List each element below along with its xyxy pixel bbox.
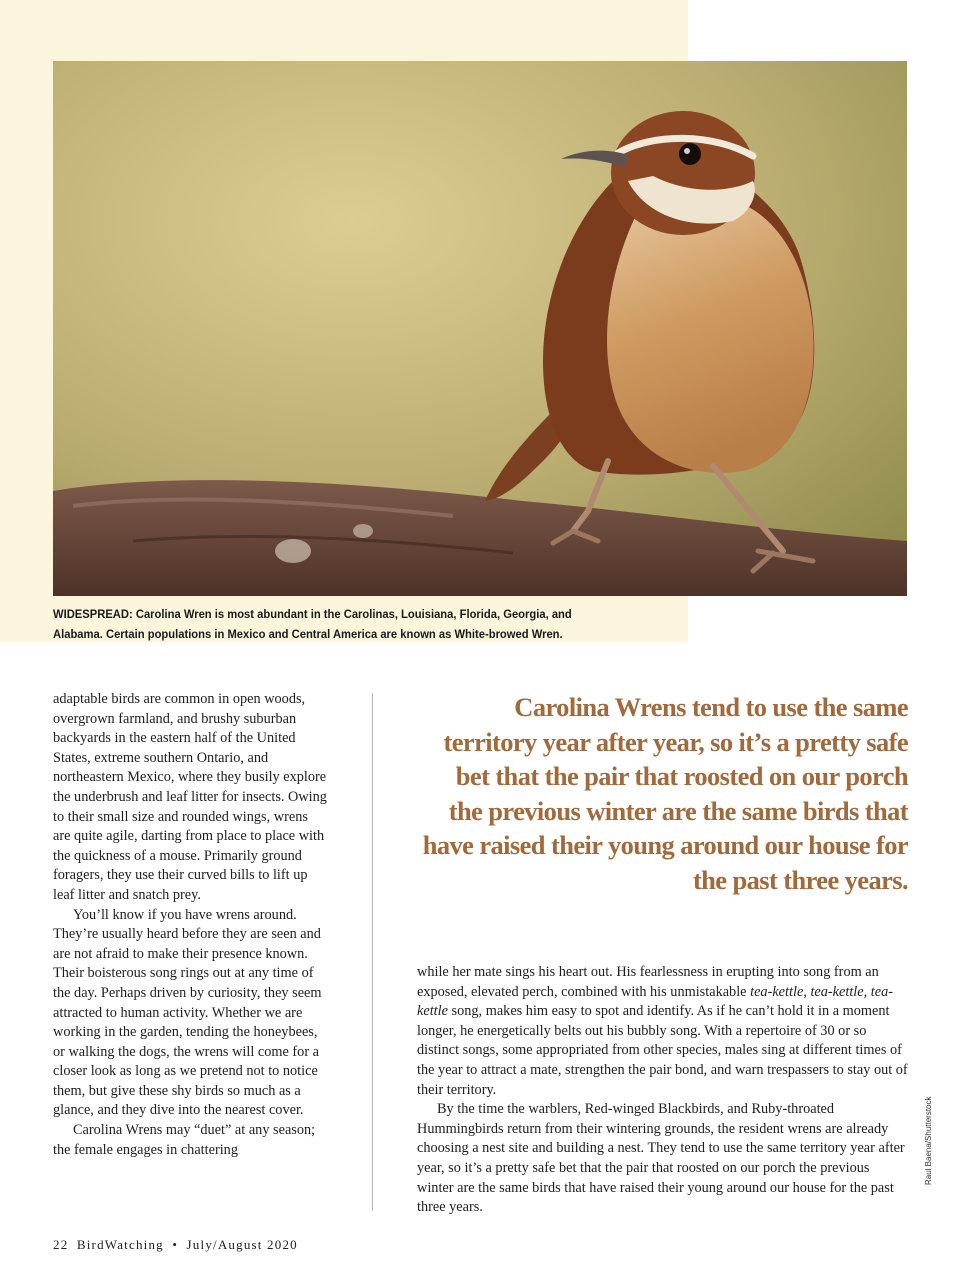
- left-paragraph-1: adaptable birds are common in open woods, overgrown farmland, and brushy suburban backyards in the eastern half of the United States, extreme southern Ontario, and northeastern Mexico, where they busily explore the underbrush and leaf litter for insects. Owing to their small size and rounded wings, wrens are quite agile, darting from place to place with the quickness of a mouse. Primarily ground foragers, they use their curved bills to lift up leaf litter and snatch prey.: [53, 691, 327, 903]
- photo-caption: [53, 604, 605, 644]
- left-text-column: [53, 690, 327, 1160]
- right-paragraph-1: [417, 963, 909, 1100]
- page-folio: [53, 1237, 302, 1253]
- wren-photo: [53, 61, 907, 596]
- page-number: 22: [53, 1237, 69, 1252]
- right-text-column: [417, 963, 909, 1218]
- caption-label: WIDESPREAD:: [53, 607, 133, 621]
- wren-eye: [679, 143, 701, 165]
- magazine-name: BirdWatching: [76, 1237, 164, 1252]
- right-p1-a: while her mate sings his heart out. His fearlessness in erupting into song from an exposed, elevated perch, combined with his unmistakable: [417, 964, 879, 1000]
- photo-credit: Raul Baena/Shutterstock: [924, 1096, 933, 1185]
- right-paragraph-2: By the time the warblers, Red-winged Blackbirds, and Ruby-throated Hummingbirds return from their wintering grounds, the resident wrens are already choosing a nest site and building a nest. They tend to use the same territory year after year, so it’s a pretty safe bet that the pair that roosted on our porch the previous winter are the same birds that have raised their young around our house for the past three years.: [417, 1101, 905, 1216]
- wren-illustration: [53, 61, 907, 596]
- caption-text: Carolina Wren is most abundant in the Carolinas, Louisiana, Florida, Georgia, and Alabama. Certain populations in Mexico and Central America are known as White-browed Wren.: [53, 607, 572, 641]
- left-paragraph-3: Carolina Wrens may “duet” at any season; the female engages in chattering: [53, 1122, 316, 1158]
- pull-quote: Carolina Wrens tend to use the same territory year after year, so it’s a pretty safe bet that the pair that roosted on our porch the previous winter are the same birds that have raised their young around our house for the past three years.: [422, 692, 908, 895]
- column-divider: [372, 693, 373, 1211]
- left-paragraph-2: You’ll know if you have wrens around. They’re usually heard before they are seen and are not afraid to make their presence known. Their boisterous song rings out at any time of the day. Perhaps driven by curiosity, they seem attracted to human activity. Whether we are working in the garden, tending the honeybees, or walking the dogs, the wrens will come for a closer look as long as we pretend not to notice them, but give these shy birds so much as a glance, and they dive into the nearest cover.: [53, 906, 322, 1119]
- folio-separator: •: [172, 1237, 179, 1252]
- song-phrase: tea-kettle, tea-kettle, tea-kettle: [417, 983, 893, 1020]
- right-p1-b: song, makes him easy to spot and identify. As if he can’t hold it in a moment longer, he energetically belts out his bubbly song. With a repertoire of 30 or so distinct songs, some appropriated from other species, males sing at different times of the year to attract a mate, strengthen the pair bond, and warn trespassers to stay out of their territory.: [417, 1003, 908, 1098]
- issue-date: July/August 2020: [186, 1237, 298, 1252]
